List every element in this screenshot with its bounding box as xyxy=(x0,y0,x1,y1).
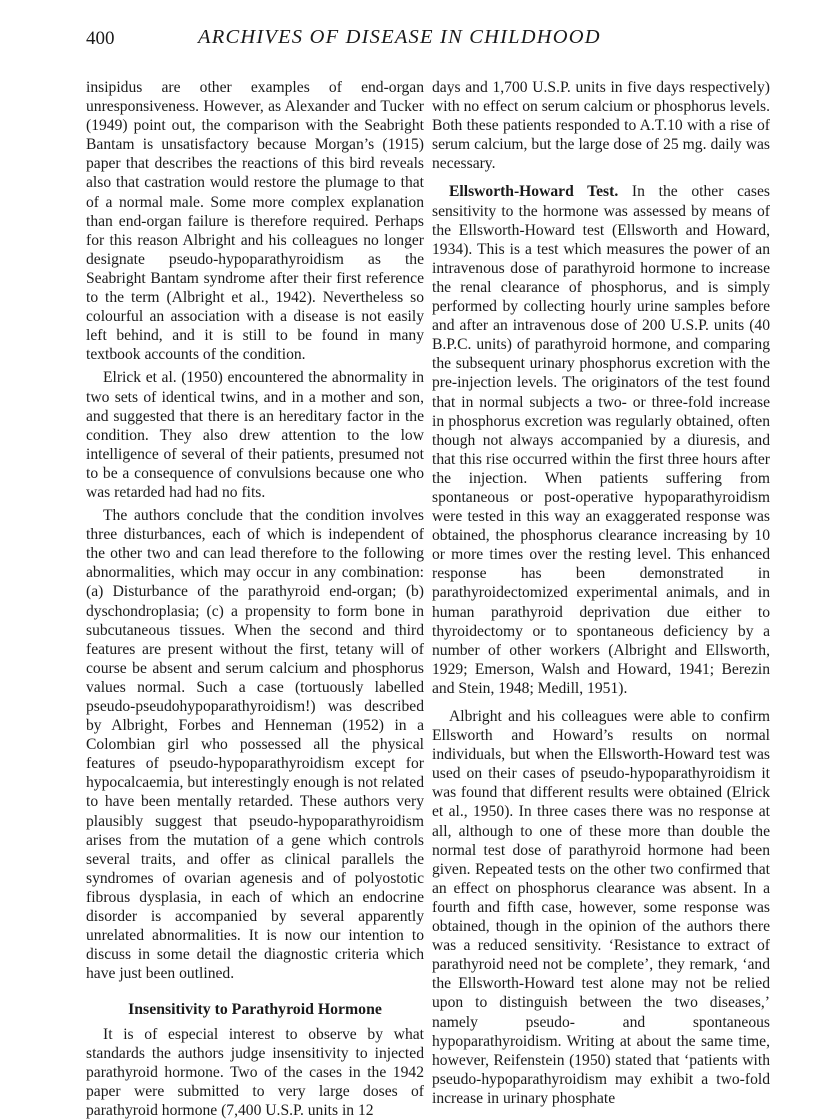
left-column xyxy=(86,78,424,1120)
paragraph: It is of especial interest to observe by what standards the authors judge insensitivity to injected parathyroid hormone. Two of the cases in the 1942 paper were submitted to very large doses of parathyroid hormone (7,400 U.S.P. units in 12 xyxy=(86,1025,424,1119)
run-in-heading: Ellsworth-Howard Test. xyxy=(449,183,619,201)
paragraph xyxy=(432,182,770,698)
right-column xyxy=(432,78,770,1108)
section-heading: Insensitivity to Parathyroid Hormone xyxy=(128,1001,382,1019)
page-number: 400 xyxy=(86,28,115,49)
paragraph: Albright and his colleagues were able to confirm Ellsworth and Howard’s results on normal individuals, but when the Ellsworth-Howard test was used on their cases of pseudo-hypoparathyroidism it was found that different results were obtained (Elrick et al., 1950). In three cases there was no response at all, although to one of these more than double the normal test dose of parathyroid hormone had been given. Repeated tests on the other two confirmed that an effect on phosphorus clearance was absent. In a fourth and fifth case, however, some response was obtained, though in the opinion of the authors there was a reduced sensitivity. ‘Resistance to extract of parathyroid need not be complete’, they remark, ‘and the Ellsworth-Howard test alone may not be relied upon to distinguish between the two diseases,’ namely pseudo- and spontaneous hypoparathyroidism. Writing at about the same time, however, Reifenstein (1950) stated that ‘patients with pseudo-hypoparathyroidism may exhibit a two-fold increase in urinary phosphate xyxy=(432,708,770,1107)
paragraph: days and 1,700 U.S.P. units in five days respectively) with no effect on serum calcium or phosphorus levels. Both these patients responded to A.T.10 with a rise of serum calcium, but the large dose of 25 mg. daily was necessary. xyxy=(432,79,770,173)
paragraph-text: In the other cases sensitivity to the hormone was assessed by means of the Ellsworth-Howard test (Ellsworth and Howard, 1934). This is a test which measures the power of an intravenous dose of parathyroid hormone to increase the renal clearance of phosphorus, and is simply performed by collecting hourly urine samples before and after an intravenous dose of 200 U.S.P. units (40 B.P.C. units) of parathyroid hormone, and comparing the subsequent urinary phosphorus excretion with the pre-injection levels. The originators of the test found that in normal subjects a two- or three-fold increase in phosphorus excretion was regularly obtained, often though not always accompanied by a diuresis, and that this rise occurred within the first three hours after the injection. When patients suffering from spontaneous or post-operative hypoparathyroidism were tested in this way an exaggerated response was obtained, the phosphorus clearance increasing by 10 or more times over the resting level. This enhanced response has been demonstrated in parathyroidectomized experimental animals, and in human parathyroid deprivation due either to thyroidectomy or to spontaneous deficiency by a number of other workers (Albright and Ellsworth, 1929; Emerson, Walsh and Howard, 1941; Berezin and Stein, 1948; Medill, 1951). xyxy=(432,183,770,697)
journal-title: ARCHIVES OF DISEASE IN CHILDHOOD xyxy=(198,26,601,48)
paragraph: The authors conclude that the condition involves three disturbances, each of which is independent of the other two and can lead therefore to the following abnormalities, which may occur in any combination: (a) Disturbance of the parathyroid end-organ; (b) dyschondroplasia; (c) a propensity to form bone in subcutaneous tissues. When the second and third features are present without the first, tetany will of course be absent and serum calcium and phosphorus values normal. Such a case (tortuously labelled pseudo-pseudohypoparathyroidism!) was described by Albright, Forbes and Henneman (1952) in a Colombian girl who possessed all the physical features of pseudo-hypoparathyroidism except for hypocalcaemia, but interestingly enough is not related to have been mentally retarded. These authors very plausibly suggest that pseudo-hypoparathyroidism arises from the mutation of a gene which controls several traits, and offer as clinical parallels the syndromes of ovarian agenesis and of polyostotic fibrous dysplasia, in each of which an endocrine disorder is accompanied by several apparently unrelated abnormalities. It is now our intention to discuss in some detail the diagnostic criteria which have just been outlined. xyxy=(86,507,424,983)
paragraph: insipidus are other examples of end-organ unresponsiveness. However, as Alexander and Tucker (1949) point out, the comparison with the Seabright Bantam is unsatisfactory because Morgan’s (1915) paper that describes the reactions of this bird reveals also that castration would restore the plumage to that of a normal male. Some more complex explanation than end-organ failure is therefore required. Perhaps for this reason Albright and his colleagues no longer designate pseudo-hypoparathyroidism as the Seabright Bantam syndrome after their first reference to the term (Albright et al., 1942). Nevertheless so colourful an association with a disease is not easily left behind, and it is still to be found in many textbook accounts of the condition. xyxy=(86,79,424,364)
running-header xyxy=(86,24,776,56)
paragraph: Elrick et al. (1950) encountered the abnormality in two sets of identical twins, and in a mother and son, and suggested that there is an hereditary factor in the condition. They also drew attention to the low intelligence of several of their patients, presumed not to be a consequence of convulsions because one who was retarded had had no fits. xyxy=(86,369,424,501)
